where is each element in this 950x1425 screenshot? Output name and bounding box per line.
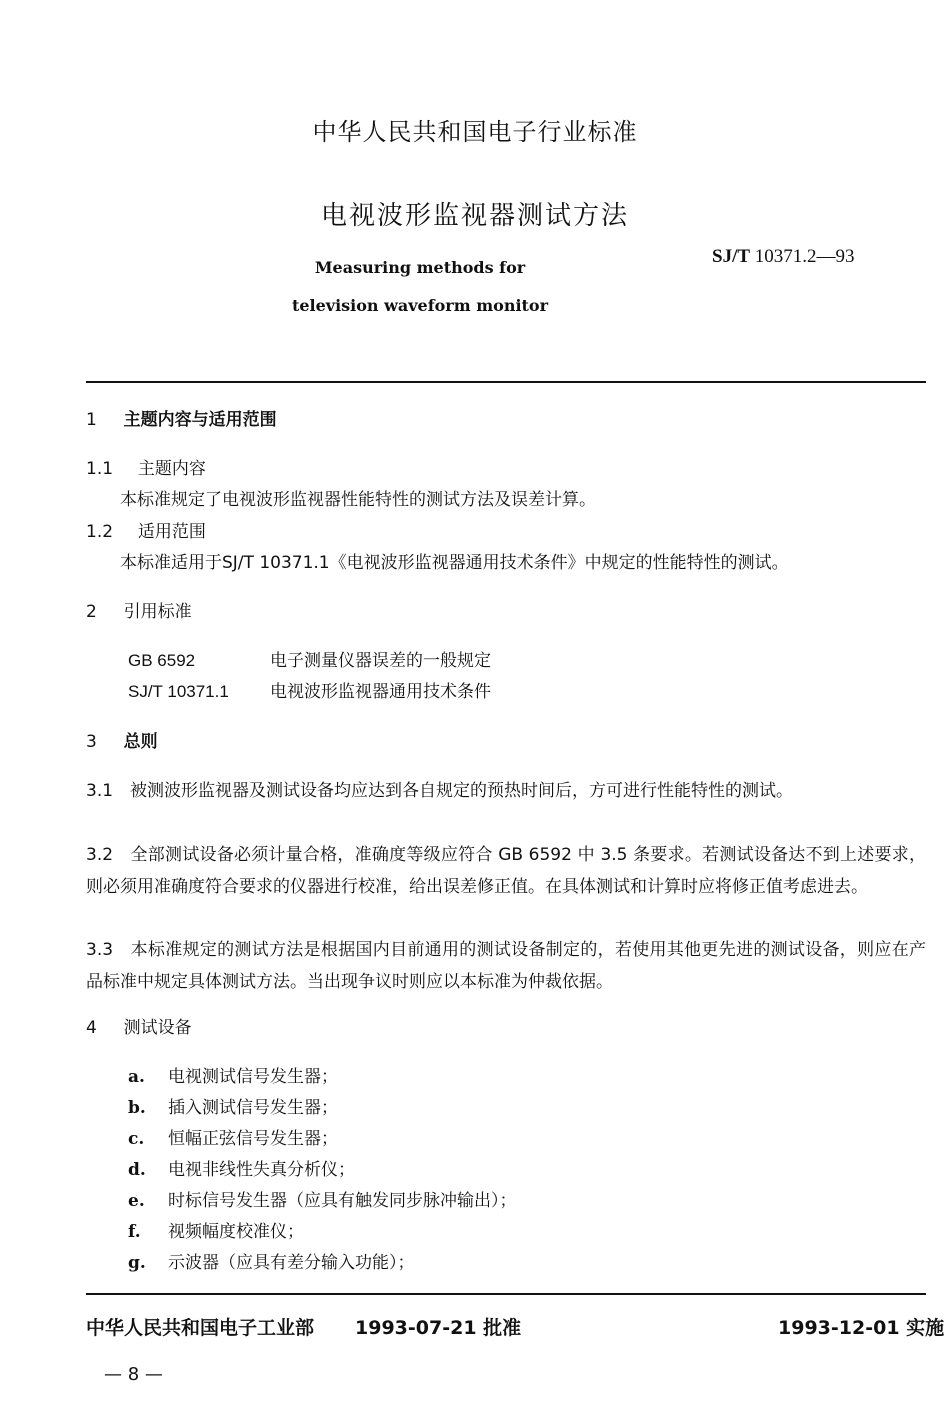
list-text: 电视非线性失真分析仪； bbox=[168, 1160, 355, 1180]
section-1-number: 1 bbox=[86, 410, 97, 430]
section-1-2-text: 本标准适用于SJ/T 10371.1《电视波形监视器通用技术条件》中规定的性能特性的测试。 bbox=[120, 553, 789, 573]
section-1-1-heading bbox=[86, 457, 206, 481]
list-item bbox=[128, 1217, 517, 1248]
section-1-heading bbox=[86, 408, 277, 432]
section-2-number: 2 bbox=[86, 602, 97, 622]
reference-item bbox=[128, 680, 491, 704]
document-title-en-line2: television waveform monitor bbox=[291, 296, 549, 315]
list-item bbox=[128, 1124, 517, 1155]
reference-name: 电视波形监视器通用技术条件 bbox=[270, 682, 491, 702]
reference-name: 电子测量仪器误差的一般规定 bbox=[270, 651, 491, 671]
standard-code-prefix: SJ/T bbox=[712, 246, 751, 267]
list-text: 示波器（应具有差分输入功能）； bbox=[168, 1253, 415, 1273]
header-divider bbox=[86, 381, 926, 383]
standard-code-number: 10371.2—93 bbox=[754, 246, 855, 267]
footer-approved-date: 1993-07-21 批准 bbox=[355, 1317, 522, 1339]
list-letter: d. bbox=[128, 1160, 146, 1180]
section-3-title: 总则 bbox=[123, 732, 158, 752]
list-text: 视频幅度校准仪； bbox=[168, 1222, 304, 1242]
section-1-title: 主题内容与适用范围 bbox=[123, 410, 277, 430]
list-letter: b. bbox=[128, 1098, 146, 1118]
section-3-1-paragraph: 3.1 被测波形监视器及测试设备均应达到各自规定的预热时间后，方可进行性能特性的测试。 bbox=[86, 781, 794, 801]
section-3-number: 3 bbox=[86, 732, 97, 752]
section-1-1-text: 本标准规定了电视波形监视器性能特性的测试方法及误差计算。 bbox=[120, 490, 596, 510]
list-text: 插入测试信号发生器； bbox=[168, 1098, 338, 1118]
equipment-list bbox=[128, 1062, 517, 1279]
section-3-3-paragraph: 3.3 本标准规定的测试方法是根据国内目前通用的测试设备制定的，若使用其他更先进的测试设备，则应在产品标准中规定具体测试方法。当出现争议时则应以本标准为仲裁依据。 bbox=[86, 940, 926, 992]
reference-item bbox=[128, 649, 491, 673]
reference-code: GB 6592 bbox=[128, 651, 196, 670]
section-1-2-heading bbox=[86, 520, 206, 544]
list-text: 时标信号发生器（应具有触发同步脉冲输出）； bbox=[168, 1191, 517, 1211]
reference-code: SJ/T 10371.1 bbox=[128, 682, 229, 701]
section-1-1-title: 主题内容 bbox=[137, 459, 206, 479]
section-4-title: 测试设备 bbox=[123, 1018, 192, 1038]
list-text: 电视测试信号发生器； bbox=[168, 1067, 338, 1087]
section-4-heading bbox=[86, 1016, 192, 1040]
list-letter: g. bbox=[128, 1253, 146, 1273]
list-item bbox=[128, 1186, 517, 1217]
list-letter: c. bbox=[128, 1129, 145, 1149]
list-item bbox=[128, 1248, 517, 1279]
section-2-title: 引用标准 bbox=[123, 602, 192, 622]
page-number: — 8 — bbox=[104, 1364, 163, 1385]
footer-effective-date: 1993-12-01 实施 bbox=[778, 1317, 945, 1339]
document-title-cn: 电视波形监视器测试方法 bbox=[320, 201, 629, 231]
section-1-2-title: 适用范围 bbox=[137, 522, 206, 542]
list-letter: e. bbox=[128, 1191, 145, 1211]
section-1-1-number: 1.1 bbox=[86, 459, 114, 479]
section-3-2-paragraph: 3.2 全部测试设备必须计量合格，准确度等级应符合 GB 6592 中 3.5 条要求。若测试设备达不到上述要求，则必须用准确度符合要求的仪器进行校准，给出误差修正值。在具体测试和计算时应将修正值考虑进去。 bbox=[86, 845, 926, 897]
document-title-en-line1: Measuring methods for bbox=[314, 258, 526, 277]
list-item bbox=[128, 1062, 517, 1093]
footer-issuer: 中华人民共和国电子工业部 bbox=[86, 1317, 315, 1339]
section-4-number: 4 bbox=[86, 1018, 97, 1038]
footer-divider bbox=[86, 1293, 926, 1295]
list-letter: a. bbox=[128, 1067, 145, 1087]
standard-code bbox=[712, 246, 855, 268]
list-item bbox=[128, 1093, 517, 1124]
list-item bbox=[128, 1155, 517, 1186]
section-2-heading bbox=[86, 600, 192, 624]
list-text: 恒幅正弦信号发生器； bbox=[168, 1129, 338, 1149]
list-letter: f. bbox=[128, 1222, 141, 1242]
standard-type: 中华人民共和国电子行业标准 bbox=[312, 118, 638, 146]
section-3-heading bbox=[86, 730, 158, 754]
section-1-2-number: 1.2 bbox=[86, 522, 114, 542]
